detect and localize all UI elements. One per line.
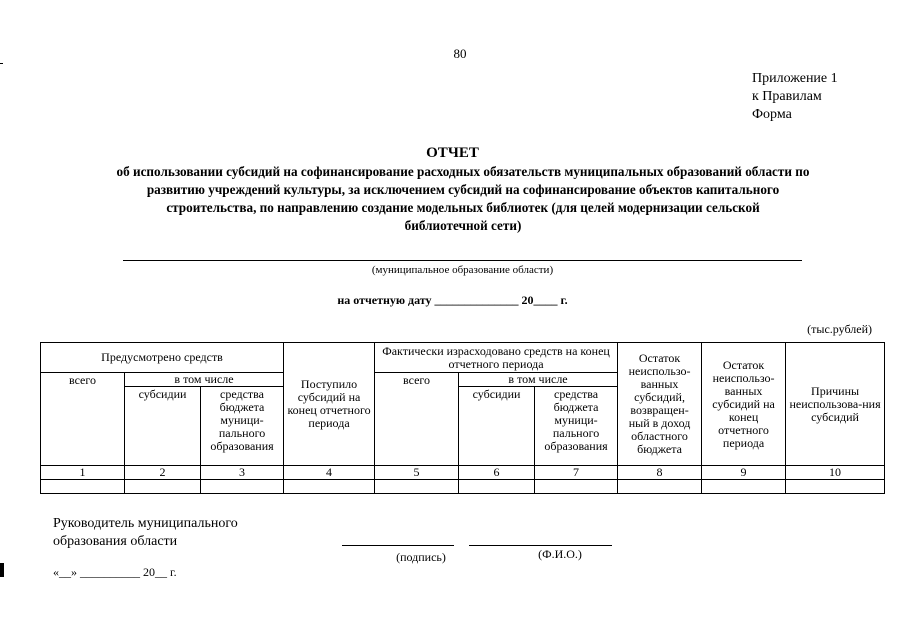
header-actual-subsidies: субсидии — [459, 387, 535, 466]
header-planned-subsidies: субсидии — [125, 387, 201, 466]
column-number: 7 — [535, 466, 618, 480]
municipality-field[interactable] — [123, 260, 802, 261]
data-cell[interactable] — [41, 480, 125, 494]
subtitle-line: развитию учреждений культуры, за исключением субсидий на софинансирование объектов капитального — [146, 182, 780, 197]
report-date: на отчетную дату ______________ 20____ г. — [337, 293, 568, 307]
column-number: 9 — [702, 466, 786, 480]
signature-caption: (подпись) — [396, 550, 446, 564]
column-number: 4 — [284, 466, 375, 480]
data-cell[interactable] — [535, 480, 618, 494]
data-cell[interactable] — [375, 480, 459, 494]
column-number: 3 — [201, 466, 284, 480]
data-row — [41, 480, 885, 494]
header-balance-returned: Остаток неиспользо-ванных субсидий, возвращен-ный в доход областного бюджета — [618, 343, 702, 466]
subtitle-line: строительства, по направлению создание модельных библиотек (для целей модернизации сельской — [166, 200, 760, 215]
data-cell[interactable] — [786, 480, 885, 494]
head-of-municipality — [53, 515, 238, 551]
subtitle-line: об использовании субсидий на софинансирование расходных обязательств муниципальных образований области по — [116, 164, 810, 179]
appendix-line: к Правилам — [752, 89, 822, 104]
margin-mark — [0, 563, 4, 577]
column-number: 10 — [786, 466, 885, 480]
signature-date: «__» __________ 20__ г. — [53, 565, 177, 579]
data-cell[interactable] — [702, 480, 786, 494]
header-actual-total: всего — [375, 373, 459, 466]
header-planned-budget-funds: средства бюджета муници-пального образования — [201, 387, 284, 466]
column-number: 2 — [125, 466, 201, 480]
data-cell[interactable] — [284, 480, 375, 494]
column-number: 6 — [459, 466, 535, 480]
head-title-line: Руководитель муниципального — [53, 516, 238, 531]
header-actual-spent: Фактически израсходовано средств на конец отчетного периода — [375, 343, 618, 373]
subtitle-line: библиотечной сети) — [404, 218, 522, 233]
full-name-field[interactable] — [469, 545, 612, 546]
data-cell[interactable] — [459, 480, 535, 494]
header-planned: Предусмотрено средств — [41, 343, 284, 373]
units-label: (тыс.рублей) — [807, 322, 872, 336]
full-name-caption: (Ф.И.О.) — [538, 547, 582, 561]
column-number: 8 — [618, 466, 702, 480]
page-number: 80 — [453, 46, 467, 61]
column-number: 5 — [375, 466, 459, 480]
data-cell[interactable] — [125, 480, 201, 494]
appendix-line: Приложение 1 — [752, 71, 838, 86]
header-balance-end: Остаток неиспользо-ванных субсидий на конец отчетного периода — [702, 343, 786, 466]
report-title: ОТЧЕТ — [426, 145, 479, 161]
header-planned-including: в том числе — [125, 373, 284, 387]
report-subtitle — [58, 163, 868, 235]
appendix-line: Форма — [752, 107, 792, 122]
column-number: 1 — [41, 466, 125, 480]
header-actual-including: в том числе — [459, 373, 618, 387]
header-received: Поступило субсидий на конец отчетного периода — [284, 343, 375, 466]
header-actual-budget-funds: средства бюджета муници-пального образования — [535, 387, 618, 466]
head-title-line: образования области — [53, 534, 178, 549]
municipality-caption: (муниципальное образование области) — [371, 264, 554, 276]
header-planned-total: всего — [41, 373, 125, 466]
appendix-block — [752, 70, 838, 124]
report-table — [40, 342, 885, 494]
data-cell[interactable] — [618, 480, 702, 494]
margin-tick — [0, 63, 3, 64]
header-reasons: Причины неиспользова-ния субсидий — [786, 343, 885, 466]
data-cell[interactable] — [201, 480, 284, 494]
signature-field[interactable] — [342, 545, 454, 546]
